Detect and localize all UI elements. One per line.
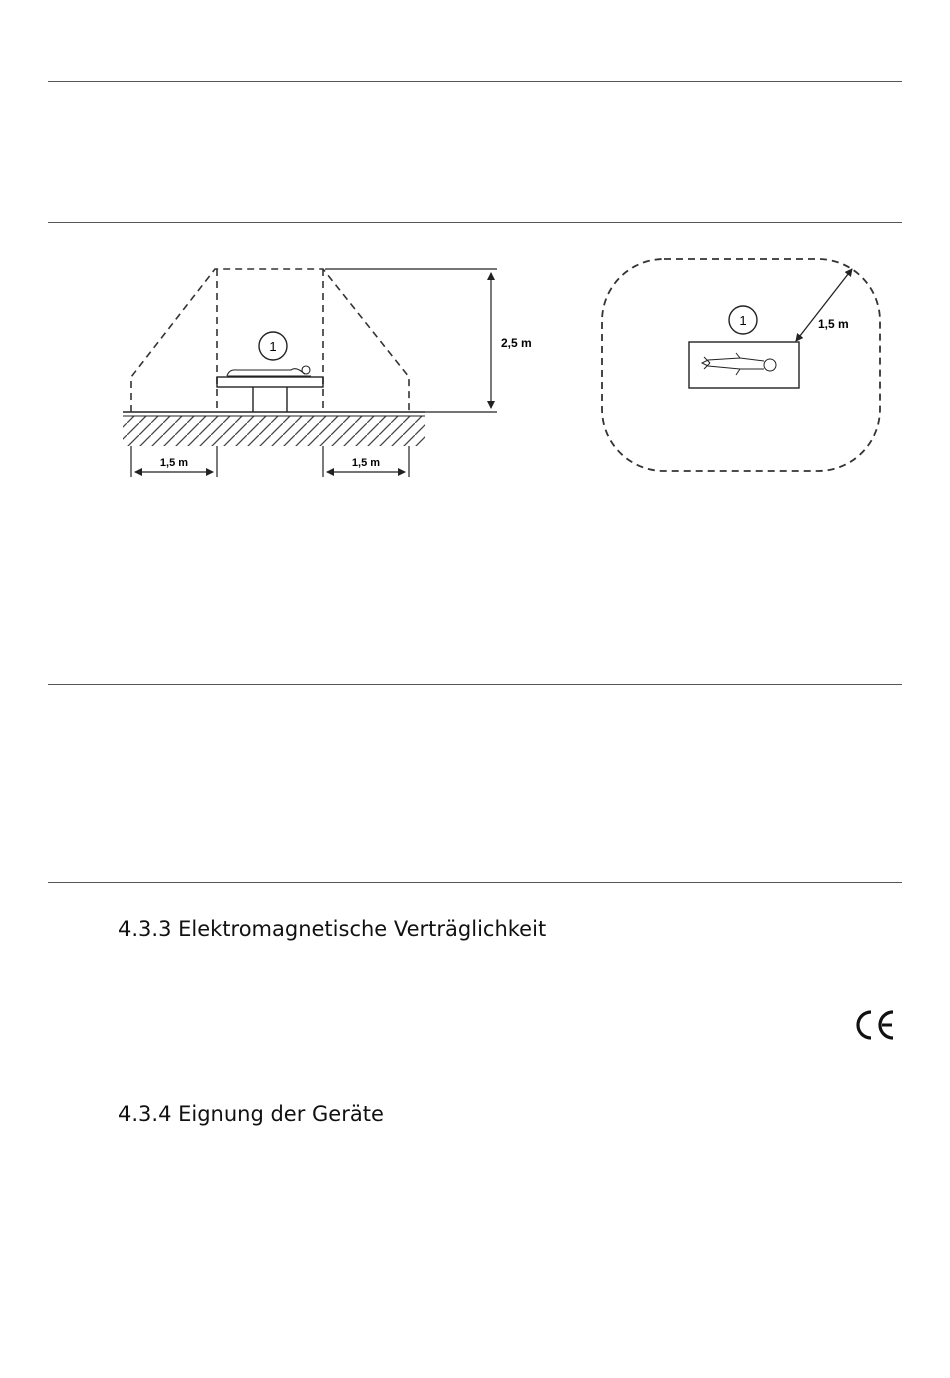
divider-rule-1 (48, 81, 902, 82)
patient-environment-side-view (115, 255, 555, 485)
left-width-label: 1,5 m (159, 457, 189, 469)
top-view-distance-label: 1,5 m (818, 317, 849, 331)
marker-label: 1 (269, 339, 277, 354)
patient-table (217, 377, 323, 412)
divider-rule-3 (48, 684, 902, 685)
floor-hatch (123, 416, 425, 446)
height-label: 2,5 m (501, 336, 532, 350)
patient-environment-top-view (590, 245, 900, 485)
suitability-section-heading: 4.3.4 Eignung der Geräte (118, 1102, 384, 1126)
divider-rule-4 (48, 882, 902, 883)
divider-rule-2 (48, 222, 902, 223)
top-view-marker-label: 1 (739, 313, 747, 328)
emc-section-heading: 4.3.3 Elektromagnetische Verträglichkeit (118, 917, 547, 941)
right-width-label: 1,5 m (351, 457, 381, 469)
lying-patient-icon (227, 366, 311, 376)
ce-mark-icon (852, 1007, 896, 1043)
